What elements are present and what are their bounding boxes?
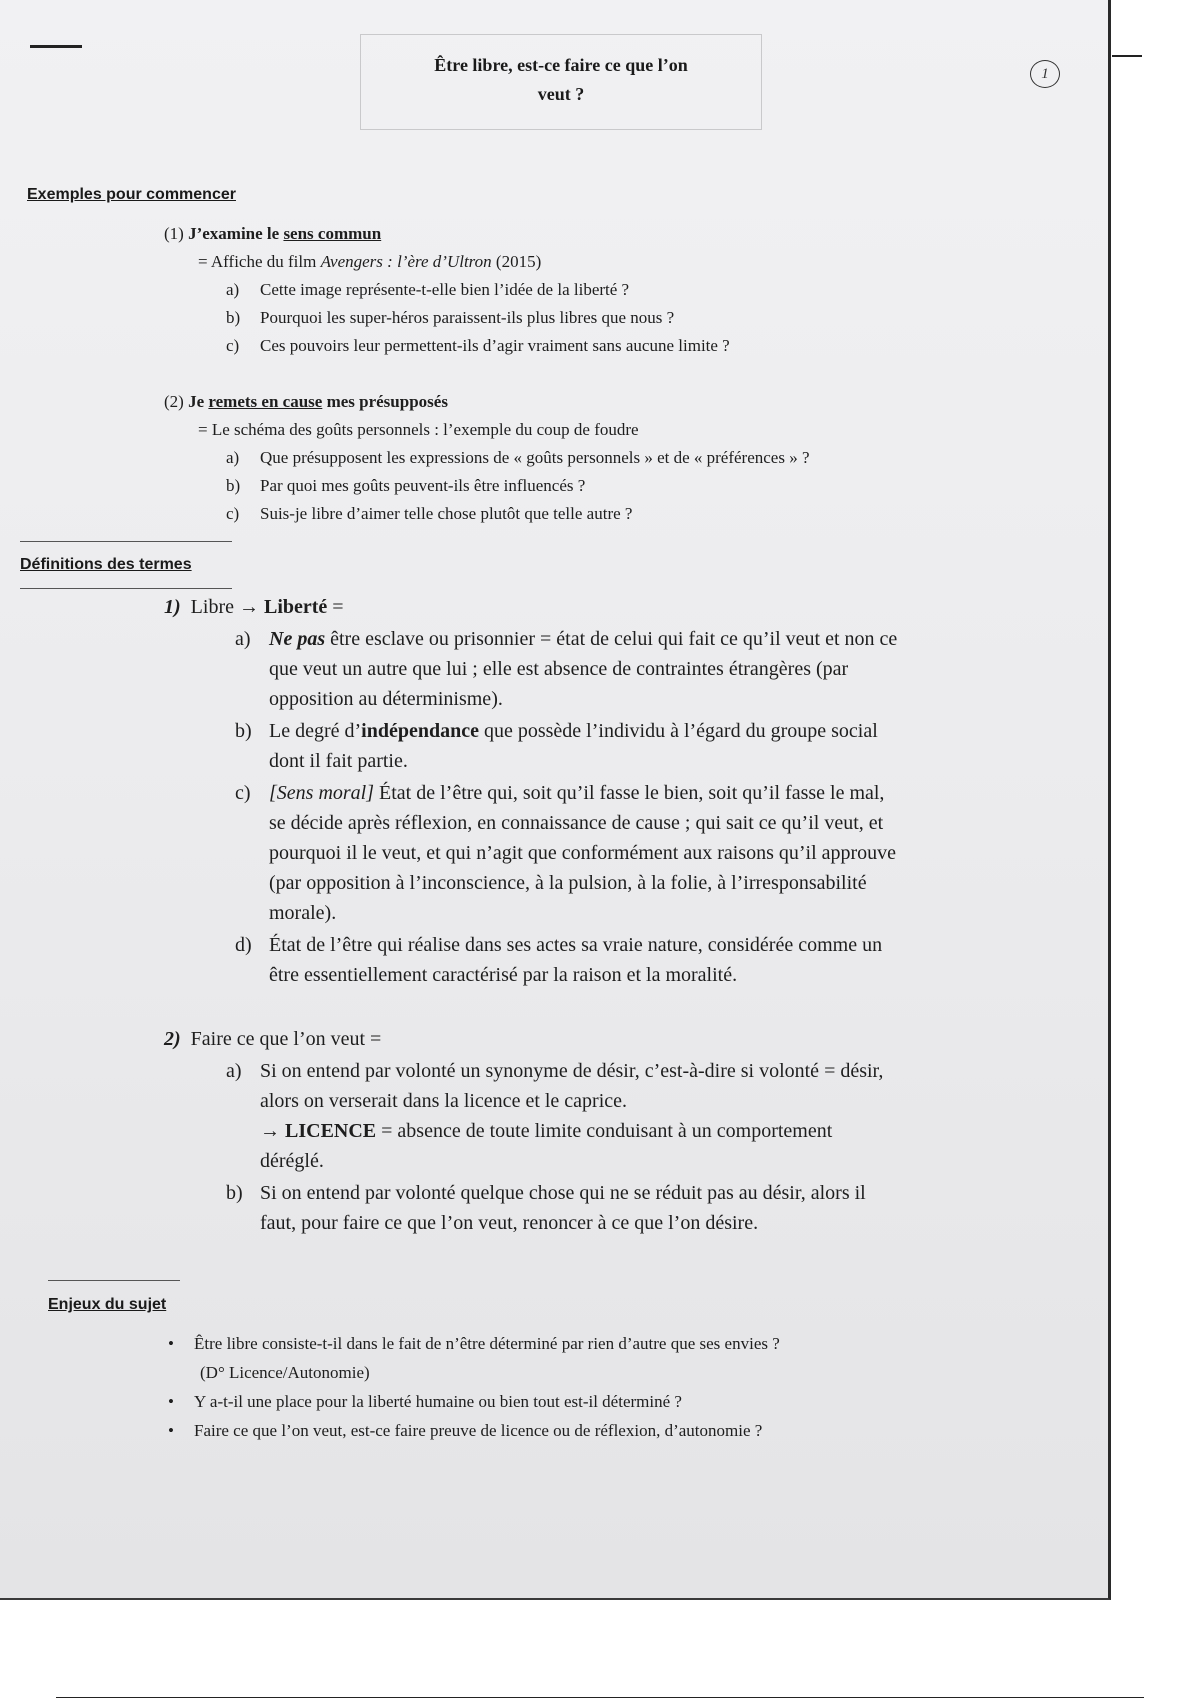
definition-item: c) [Sens moral] État de l’être qui, soit qu’il fasse le bien, soit qu’il fasse le mal, (235, 782, 885, 804)
divider (20, 588, 232, 589)
part2-heading (164, 392, 448, 412)
part2-number: (2) (164, 392, 184, 411)
definition-line: alors on verserait dans la licence et le caprice. (260, 1090, 628, 1112)
list-item: c) Suis-je libre d’aimer telle chose plutôt que telle autre ? (226, 504, 633, 523)
page-number-circle: 1 (1030, 60, 1060, 88)
definition-1-heading: 1) Libre → Liberté = (164, 596, 344, 618)
top-right-dash (1112, 55, 1142, 57)
part1-heading (164, 224, 381, 244)
section-heading-examples: Exemples pour commencer (27, 186, 236, 203)
part2-title: Je remets en cause mes présupposés (188, 392, 448, 411)
definition-line: dont il fait partie. (269, 750, 408, 772)
bullet-item-continuation: (D° Licence/Autonomie) (200, 1363, 370, 1382)
definition-line: que veut un autre que lui ; elle est absence de contraintes étrangères (par (269, 658, 849, 680)
bullet-icon: • (168, 1392, 174, 1411)
list-item: b) Pourquoi les super-héros paraissent-ils plus libres que nous ? (226, 308, 675, 327)
bullet-item: • Être libre consiste-t-il dans le fait de n’être déterminé par rien d’autre que ses envies ? (168, 1334, 780, 1353)
bullet-icon: • (168, 1421, 174, 1440)
bullet-icon: • (168, 1334, 174, 1353)
definition-item: a) Ne pas être esclave ou prisonnier = état de celui qui fait ce qu’il veut et non ce (235, 628, 898, 650)
definition-item: a) Si on entend par volonté un synonyme de désir, c’est-à-dire si volonté = désir, (226, 1060, 884, 1082)
definition-line: faut, pour faire ce que l’on veut, renoncer à ce que l’on désire. (260, 1212, 759, 1234)
list-item: c) Ces pouvoirs leur permettent-ils d’agir vraiment sans aucune limite ? (226, 336, 730, 355)
section-heading-stakes: Enjeux du sujet (48, 1296, 167, 1313)
list-item: b) Par quoi mes goûts peuvent-ils être influencés ? (226, 476, 586, 495)
definition-line: être essentiellement caractérisé par la raison et la moralité. (269, 964, 738, 986)
part1-subtitle: = Affiche du film Avengers : l’ère d’Ultron (2015) (198, 252, 542, 271)
definition-line: déréglé. (260, 1150, 324, 1172)
bottom-rule (56, 1697, 1144, 1698)
arrow-icon: → (260, 1120, 280, 1142)
definition-line: se décide après réflexion, en connaissance de cause ; qui sait ce qu’il veut, et (269, 812, 884, 834)
definition-item: b) Si on entend par volonté quelque chose qui ne se réduit pas au désir, alors il (226, 1182, 866, 1204)
bullet-item: • Faire ce que l’on veut, est-ce faire preuve de licence ou de réflexion, d’autonomie ? (168, 1421, 763, 1440)
document-title: Être libre, est-ce faire ce que l’on veut ? (434, 55, 688, 104)
part1-title: J’examine le sens commun (188, 224, 382, 243)
definition-line: opposition au déterminisme). (269, 688, 503, 710)
definition-line: pourquoi il le veut, et qui n’agit que conformément aux raisons qu’il approuve (269, 842, 897, 864)
definition-item: b) Le degré d’indépendance que possède l’individu à l’égard du groupe social (235, 720, 878, 742)
title-box (360, 34, 762, 130)
definition-line: (par opposition à l’inconscience, à la pulsion, à la folie, à l’irresponsabilité (269, 872, 867, 894)
section-heading-definitions: Définitions des termes (20, 556, 192, 573)
definition-2-heading: 2) Faire ce que l’on veut = (164, 1028, 382, 1050)
divider (20, 541, 232, 542)
bullet-item: • Y a-t-il une place pour la liberté humaine ou bien tout est-il déterminé ? (168, 1392, 682, 1411)
arrow-icon: → (238, 596, 259, 618)
part1-number: (1) (164, 224, 184, 243)
list-item: a) Cette image représente-t-elle bien l’idée de la liberté ? (226, 280, 630, 299)
part2-subtitle: = Le schéma des goûts personnels : l’exemple du coup de foudre (198, 420, 639, 439)
definition-line: morale). (269, 902, 337, 924)
top-left-dash (30, 45, 82, 48)
divider (48, 1280, 180, 1281)
definition-item: d) État de l’être qui réalise dans ses actes sa vraie nature, considérée comme un (235, 934, 883, 956)
definition-line: → LICENCE = absence de toute limite conduisant à un comportement (260, 1120, 833, 1142)
list-item: a) Que présupposent les expressions de « goûts personnels » et de « préférences » ? (226, 448, 810, 467)
